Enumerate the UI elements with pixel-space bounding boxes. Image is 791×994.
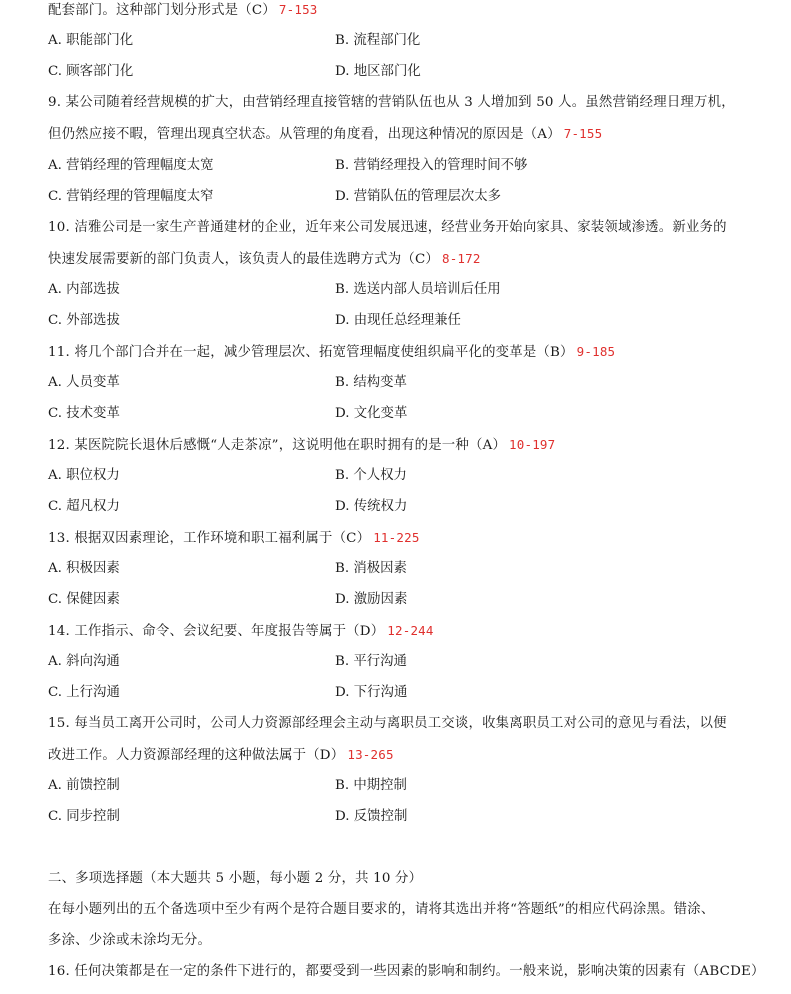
question-15-option-b: B. 中期控制 <box>335 778 407 793</box>
question-11-page-ref: 9-185 <box>576 344 616 359</box>
question-8-text <box>48 1 318 20</box>
question-14-line-1 <box>48 622 434 641</box>
question-13-stem: 13. 根据双因素理论，工作环境和职工福利属于（C） <box>48 531 371 546</box>
question-10-page-ref: 8-172 <box>441 251 481 266</box>
question-12-page-ref: 10-197 <box>509 437 556 452</box>
question-8-option-a: A. 职能部门化 <box>48 33 134 48</box>
question-8-option-b: B. 流程部门化 <box>335 33 421 48</box>
question-8-stem: 配套部门。这种部门划分形式是（C） <box>48 3 276 18</box>
question-12-option-a: A. 职位权力 <box>48 468 120 483</box>
question-14-option-a: A. 斜向沟通 <box>48 654 120 669</box>
question-13-option-c: C. 保健因素 <box>48 592 120 607</box>
question-13-page-ref: 11-225 <box>373 530 420 545</box>
question-15-stem: 改进工作。人力资源部经理的这种做法属于（D） <box>48 748 345 763</box>
question-11-option-d: D. 文化变革 <box>335 406 408 421</box>
question-11-stem: 11. 将几个部门合并在一起，减少管理层次、拓宽管理幅度使组织扁平化的变革是（B） <box>48 345 574 360</box>
question-9-option-c: C. 营销经理的管理幅度太窄 <box>48 189 214 204</box>
question-8-option-c: C. 顾客部门化 <box>48 64 134 79</box>
question-13-option-a: A. 积极因素 <box>48 561 120 576</box>
section-2-instructions-line-2: 多涂、少涂或未涂均无分。 <box>48 933 212 948</box>
question-14-page-ref: 12-244 <box>387 623 434 638</box>
question-10-option-a: A. 内部选拔 <box>48 282 120 297</box>
question-15-page-ref: 13-265 <box>347 747 394 762</box>
question-14-stem: 14. 工作指示、命令、会议纪要、年度报告等属于（D） <box>48 624 385 639</box>
question-12-stem: 12. 某医院院长退休后感慨“人走茶凉”，这说明他在职时拥有的是一种（A） <box>48 438 507 453</box>
question-8-option-d: D. 地区部门化 <box>335 64 421 79</box>
question-11-line-1 <box>48 343 615 362</box>
question-14-option-d: D. 下行沟通 <box>335 685 408 700</box>
question-9-line-1: 9. 某公司随着经营规模的扩大，由营销经理直接管辖的营销队伍也从 3 人增加到 50 人。虽然营销经理日理万机， <box>48 95 735 110</box>
question-12-line-1 <box>48 436 555 455</box>
section-2-heading: 二、多项选择题（本大题共 5 小题，每小题 2 分，共 10 分） <box>48 871 423 886</box>
question-9-page-ref: 7-155 <box>563 126 603 141</box>
question-12-option-b: B. 个人权力 <box>335 468 407 483</box>
question-13-line-1 <box>48 529 420 548</box>
question-14-option-b: B. 平行沟通 <box>335 654 407 669</box>
question-11-option-b: B. 结构变革 <box>335 375 407 390</box>
question-15-line-2 <box>48 746 394 765</box>
question-14-option-c: C. 上行沟通 <box>48 685 120 700</box>
question-12-option-d: D. 传统权力 <box>335 499 408 514</box>
question-9-stem: 但仍然应接不暇，管理出现真空状态。从管理的角度看，出现这种情况的原因是（A） <box>48 127 561 142</box>
question-10-line-2 <box>48 250 481 269</box>
question-15-option-c: C. 同步控制 <box>48 809 120 824</box>
question-15-option-a: A. 前馈控制 <box>48 778 120 793</box>
question-9-option-b: B. 营销经理投入的管理时间不够 <box>335 158 528 173</box>
question-10-line-1: 10. 洁雅公司是一家生产普通建材的企业，近年来公司发展迅速，经营业务开始向家具、家装领域渗透。新业务的 <box>48 220 727 235</box>
question-10-option-c: C. 外部选拔 <box>48 313 120 328</box>
question-9-option-a: A. 营销经理的管理幅度太宽 <box>48 158 214 173</box>
section-2-instructions-line-1: 在每小题列出的五个备选项中至少有两个是符合题目要求的，请将其选出并将“答题纸”的相应代码涂黑。错涂、 <box>48 902 715 917</box>
question-16-line-1: 16. 任何决策都是在一定的条件下进行的，都要受到一些因素的影响和制约。一般来说，影响决策的因素有（ABCDE） <box>48 964 765 979</box>
question-11-option-c: C. 技术变革 <box>48 406 120 421</box>
question-9-line-2 <box>48 125 602 144</box>
question-9-option-d: D. 营销队伍的管理层次太多 <box>335 189 502 204</box>
question-10-option-b: B. 选送内部人员培训后任用 <box>335 282 501 297</box>
question-11-option-a: A. 人员变革 <box>48 375 120 390</box>
question-15-line-1: 15. 每当员工离开公司时，公司人力资源部经理会主动与离职员工交谈，收集离职员工对公司的意见与看法，以便 <box>48 716 727 731</box>
question-15-option-d: D. 反馈控制 <box>335 809 408 824</box>
question-13-option-d: D. 激励因素 <box>335 592 408 607</box>
question-10-stem: 快速发展需要新的部门负责人，该负责人的最佳选聘方式为（C） <box>48 252 439 267</box>
question-10-option-d: D. 由现任总经理兼任 <box>335 313 461 328</box>
question-12-option-c: C. 超凡权力 <box>48 499 120 514</box>
question-13-option-b: B. 消极因素 <box>335 561 407 576</box>
question-8-page-ref: 7-153 <box>278 2 318 17</box>
